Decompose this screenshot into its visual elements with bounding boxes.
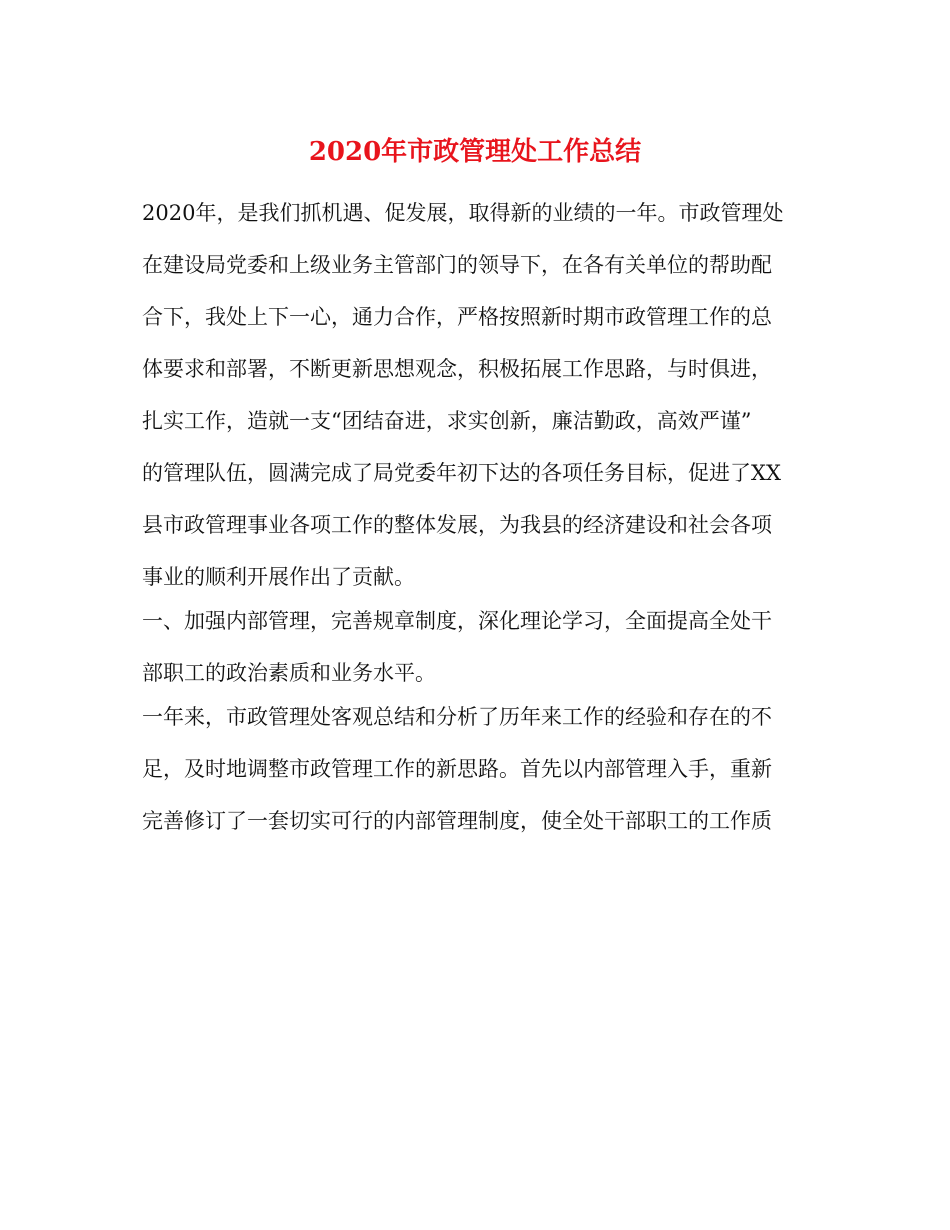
text-line: 2020年，是我们抓机遇、促发展，取得新的业绩的一年。市政管理处 [142, 201, 784, 225]
text-line: 足，及时地调整市政管理工作的新思路。首先以内部管理入手，重新 [142, 757, 772, 781]
paragraph-section-1 [142, 691, 808, 847]
document-title: 2020年市政管理处工作总结 [308, 137, 642, 167]
text-line: 扎实工作，造就一支“团结奋进，求实创新，廉洁勤政，高效严谨” [142, 409, 752, 433]
text-line: 完善修订了一套切实可行的内部管理制度，使全处干部职工的工作质 [142, 809, 772, 833]
text-line: 在建设局党委和上级业务主管部门的领导下，在各有关单位的帮助配 [142, 253, 772, 277]
text-line: 县市政管理事业各项工作的整体发展，为我县的经济建设和社会各项 [142, 513, 772, 537]
text-line: 的管理队伍，圆满完成了局党委年初下达的各项任务目标，促进了XX [142, 461, 781, 485]
document-body [142, 187, 808, 847]
text-line: 体要求和部署，不断更新思想观念，积极拓展工作思路，与时俱进， [142, 357, 772, 381]
paragraph-intro [142, 187, 808, 595]
section-heading-1 [142, 595, 808, 691]
text-line: 一年来，市政管理处客观总结和分析了历年来工作的经验和存在的不 [142, 705, 772, 729]
text-line: 合下，我处上下一心，通力合作，严格按照新时期市政管理工作的总 [142, 305, 772, 329]
text-line: 一、加强内部管理，完善规章制度，深化理论学习，全面提高全处干 [142, 609, 772, 633]
text-line: 部职工的政治素质和业务水平。 [142, 661, 436, 685]
text-line: 事业的顺利开展作出了贡献。 [142, 565, 415, 589]
